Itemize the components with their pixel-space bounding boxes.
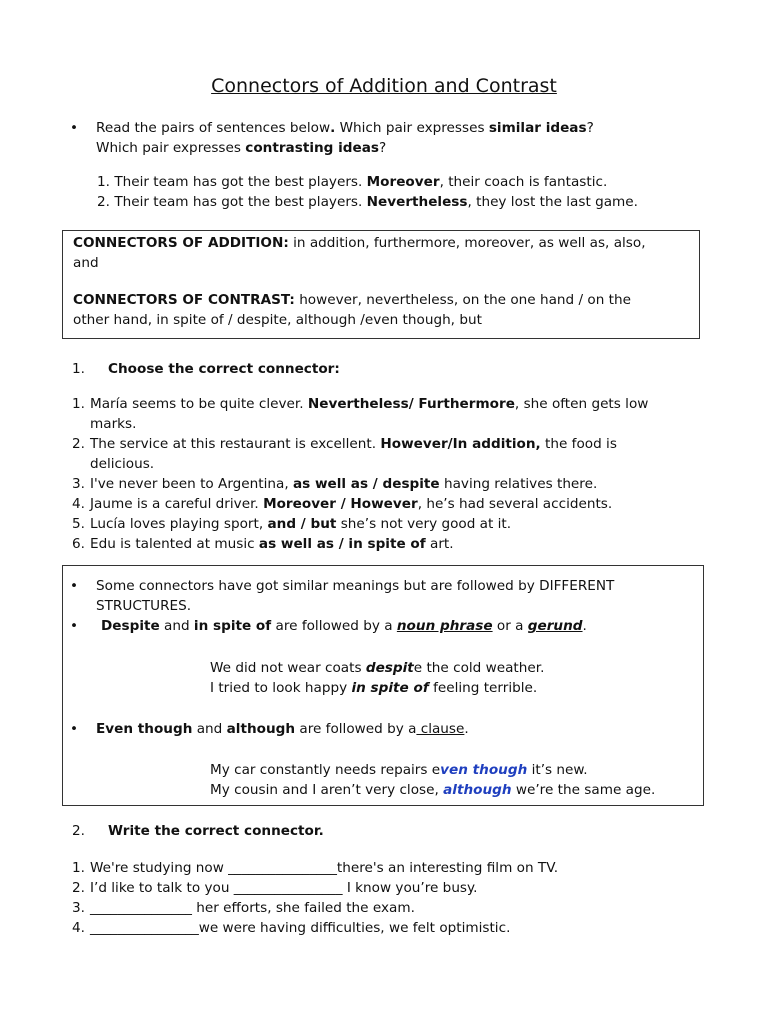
item-number: 4. bbox=[72, 496, 85, 512]
rule-text: are followed by a bbox=[295, 721, 417, 737]
item-number: 6. bbox=[72, 536, 85, 552]
list-item bbox=[72, 534, 712, 554]
item-options: Moreover / However bbox=[263, 496, 418, 512]
example-text: feeling terrible. bbox=[428, 680, 538, 696]
structures-note bbox=[70, 576, 710, 616]
example-text: e the cold weather. bbox=[413, 660, 545, 676]
example-connector: Nevertheless bbox=[366, 194, 468, 210]
item-text: Lucía loves playing sport, bbox=[90, 516, 268, 532]
addition-list: in addition, furthermore, moreover, as well as, also, bbox=[288, 235, 646, 251]
list-item bbox=[72, 858, 712, 878]
example-text: it’s new. bbox=[527, 762, 588, 778]
list-item bbox=[72, 514, 712, 534]
rule-text: and bbox=[159, 618, 194, 634]
addition-list-cont: and bbox=[73, 255, 99, 271]
exercise-1-list bbox=[72, 394, 712, 554]
despite-example-2 bbox=[210, 678, 537, 698]
list-item bbox=[72, 494, 712, 514]
keyword-gerund: gerund bbox=[527, 618, 583, 634]
connectors-box bbox=[62, 230, 700, 339]
example-keyword: in spite of bbox=[351, 680, 429, 696]
item-text: ________________we were having difficulties, we felt optimistic. bbox=[90, 920, 511, 936]
item-number: 2. bbox=[72, 880, 85, 896]
item-options: as well as / despite bbox=[292, 476, 440, 492]
rule-text: . bbox=[582, 618, 587, 634]
example-text: My cousin and I aren’t very close, bbox=[210, 782, 444, 798]
list-item bbox=[72, 898, 712, 918]
item-options: and / but bbox=[267, 516, 337, 532]
example-text: , they lost the last game. bbox=[467, 194, 638, 210]
list-item bbox=[72, 474, 712, 494]
item-number: 1. bbox=[72, 860, 85, 876]
structures-bullets bbox=[70, 576, 710, 636]
item-text-cont: delicious. bbox=[90, 456, 155, 472]
note-text: STRUCTURES. bbox=[96, 598, 192, 614]
example-text: I tried to look happy bbox=[210, 680, 352, 696]
item-text: We're studying now ________________there's an interesting film on TV. bbox=[90, 860, 559, 876]
exercise-title: Choose the correct connector: bbox=[108, 361, 340, 377]
keyword-noun-phrase: noun phrase bbox=[396, 618, 493, 634]
example-2 bbox=[97, 192, 697, 212]
exercise-2-list bbox=[72, 858, 712, 938]
exercise-title: Write the correct connector. bbox=[108, 823, 324, 839]
rule-text: and bbox=[192, 721, 227, 737]
rule-text: are followed by a bbox=[271, 618, 397, 634]
item-text-cont: marks. bbox=[90, 416, 137, 432]
item-text: Jaume is a careful driver. bbox=[90, 496, 264, 512]
item-text: _______________ her efforts, she failed the exam. bbox=[90, 900, 415, 916]
item-options: However/In addition, bbox=[380, 436, 541, 452]
keyword-even-though: Even though bbox=[96, 721, 193, 737]
intro-text: ? bbox=[586, 120, 594, 136]
example-keyword: despit bbox=[365, 660, 414, 676]
example-sentences bbox=[97, 172, 697, 212]
exercise-1-heading bbox=[72, 359, 340, 379]
intro-bullet bbox=[70, 118, 710, 158]
intro-question bbox=[70, 118, 710, 158]
item-number: 3. bbox=[72, 476, 85, 492]
addition-connectors bbox=[73, 233, 699, 273]
item-text: I've never been to Argentina, bbox=[90, 476, 293, 492]
example-text: we’re the same age. bbox=[511, 782, 656, 798]
keyword-clause: clause bbox=[416, 721, 465, 737]
rule-text: or a bbox=[492, 618, 528, 634]
although-rule bbox=[70, 719, 710, 739]
although-example-1 bbox=[210, 760, 588, 780]
example-text: Their team has got the best players. bbox=[114, 194, 367, 210]
item-options: as well as / in spite of bbox=[258, 536, 426, 552]
item-text: The service at this restaurant is excellent. bbox=[90, 436, 381, 452]
example-connector: Moreover bbox=[366, 174, 440, 190]
keyword-in-spite-of: in spite of bbox=[193, 618, 272, 634]
item-number: 4. bbox=[72, 920, 85, 936]
exercise-number: 2. bbox=[72, 823, 85, 839]
example-1 bbox=[97, 172, 697, 192]
intro-keyword-contrasting: contrasting ideas bbox=[245, 140, 379, 156]
example-text: , their coach is fantastic. bbox=[439, 174, 608, 190]
example-keyword: although bbox=[443, 782, 512, 798]
item-text: she’s not very good at it. bbox=[336, 516, 512, 532]
contrast-label: CONNECTORS OF CONTRAST: bbox=[73, 292, 295, 308]
exercise-number: 1. bbox=[72, 361, 85, 377]
contrast-list-cont: other hand, in spite of / despite, although /even though, but bbox=[73, 312, 482, 328]
keyword-although: although bbox=[226, 721, 296, 737]
example-number: 1. bbox=[97, 174, 110, 190]
although-example-2 bbox=[210, 780, 655, 800]
item-text: art. bbox=[425, 536, 454, 552]
intro-text: ? bbox=[379, 140, 387, 156]
item-text: having relatives there. bbox=[439, 476, 598, 492]
item-number: 2. bbox=[72, 436, 85, 452]
list-item bbox=[72, 394, 712, 434]
despite-example-1 bbox=[210, 658, 544, 678]
example-text: My car constantly needs repairs e bbox=[210, 762, 441, 778]
item-text: , she often gets low bbox=[514, 396, 649, 412]
intro-text: Read the pairs of sentences below bbox=[96, 120, 331, 136]
list-item bbox=[72, 878, 712, 898]
item-text: María seems to be quite clever. bbox=[90, 396, 308, 412]
note-text: Some connectors have got similar meanings but are followed by DIFFERENT bbox=[96, 578, 615, 594]
intro-dot: . bbox=[330, 120, 336, 136]
item-number: 3. bbox=[72, 900, 85, 916]
item-text: , he’s had several accidents. bbox=[417, 496, 613, 512]
item-text: the food is bbox=[540, 436, 617, 452]
intro-text: Which pair expresses bbox=[335, 120, 489, 136]
intro-keyword-similar: similar ideas bbox=[488, 120, 587, 136]
item-text: I’d like to talk to you ________________ I know you’re busy. bbox=[90, 880, 478, 896]
despite-rule bbox=[70, 616, 710, 636]
item-number: 1. bbox=[72, 396, 85, 412]
list-item bbox=[72, 918, 712, 938]
intro-text: Which pair expresses bbox=[96, 140, 246, 156]
example-text: We did not wear coats bbox=[210, 660, 366, 676]
list-item bbox=[72, 434, 712, 474]
exercise-2-heading bbox=[72, 821, 324, 841]
rule-text: . bbox=[464, 721, 469, 737]
although-bullet bbox=[70, 719, 710, 739]
item-number: 5. bbox=[72, 516, 85, 532]
item-options: Nevertheless/ Furthermore bbox=[307, 396, 515, 412]
example-text: Their team has got the best players. bbox=[114, 174, 367, 190]
page-title: Connectors of Addition and Contrast bbox=[211, 75, 557, 97]
example-number: 2. bbox=[97, 194, 110, 210]
item-text: Edu is talented at music bbox=[90, 536, 259, 552]
contrast-list: however, nevertheless, on the one hand / on the bbox=[294, 292, 631, 308]
example-keyword: ven though bbox=[440, 762, 528, 778]
keyword-despite: Despite bbox=[101, 618, 160, 634]
addition-label: CONNECTORS OF ADDITION: bbox=[73, 235, 289, 251]
contrast-connectors bbox=[73, 290, 699, 330]
